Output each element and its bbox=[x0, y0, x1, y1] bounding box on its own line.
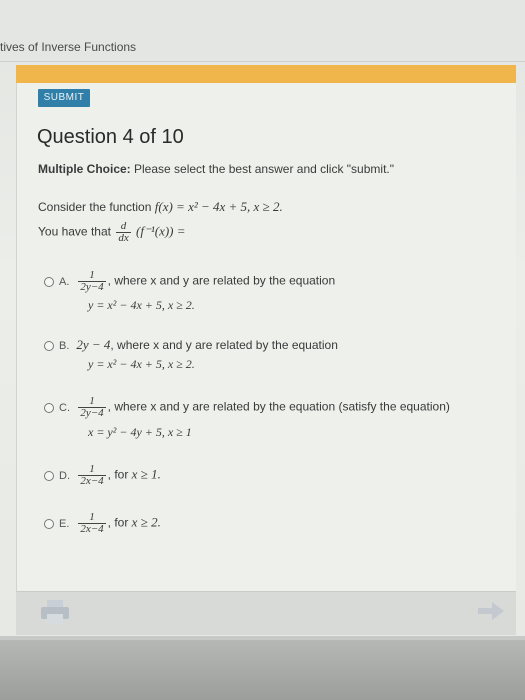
choice-d[interactable] bbox=[44, 464, 161, 487]
stem2-expression: (f⁻¹(x)) = bbox=[136, 223, 186, 239]
accent-bar bbox=[16, 65, 516, 83]
monitor-bezel bbox=[0, 640, 525, 700]
radio-a[interactable] bbox=[44, 277, 54, 287]
derivative-d: d bbox=[116, 221, 130, 233]
choice-e[interactable] bbox=[44, 512, 161, 535]
choice-fraction bbox=[78, 270, 105, 293]
choice-text: , where x and y are related by the equation bbox=[110, 338, 338, 352]
choice-letter: A. bbox=[59, 275, 70, 288]
choice-text: , where x and y are related by the equation (satisfy the equation) bbox=[107, 399, 450, 414]
title-bar bbox=[0, 0, 525, 62]
instructions bbox=[38, 162, 394, 176]
radio-b[interactable] bbox=[44, 341, 54, 351]
radio-d[interactable] bbox=[44, 471, 54, 481]
choice-letter: D. bbox=[59, 469, 70, 482]
choice-fraction bbox=[78, 464, 105, 487]
choice-c-equation: x = y² − 4y + 5, x ≥ 1 bbox=[88, 425, 192, 439]
question-stem bbox=[38, 199, 283, 215]
fraction-denominator: 2x−4 bbox=[80, 475, 104, 487]
stem-prefix: Consider the function bbox=[38, 200, 152, 214]
question-stem-2 bbox=[38, 221, 186, 244]
fraction-denominator: 2x−4 bbox=[80, 523, 104, 535]
radio-e[interactable] bbox=[44, 519, 54, 529]
choice-fraction bbox=[78, 396, 105, 419]
app-title: tives of Inverse Functions bbox=[0, 40, 137, 54]
stem2-prefix: You have that bbox=[38, 224, 111, 239]
choice-letter: B. bbox=[59, 339, 70, 352]
choice-lead: 2y − 4 bbox=[76, 337, 111, 352]
question-title: Question 4 of 10 bbox=[37, 126, 184, 148]
choice-a[interactable] bbox=[44, 270, 335, 293]
fraction-numerator: 1 bbox=[78, 464, 105, 476]
choice-letter: C. bbox=[59, 401, 70, 414]
fraction-denominator: 2y−4 bbox=[80, 281, 104, 293]
radio-c[interactable] bbox=[44, 403, 54, 413]
fraction-denominator: 2y−4 bbox=[80, 407, 104, 419]
arrow-right-icon[interactable] bbox=[476, 600, 506, 622]
choice-text: , where x and y are related by the equation bbox=[107, 273, 336, 288]
choice-c[interactable] bbox=[44, 396, 450, 419]
choice-b-equation: y = x² − 4x + 5, x ≥ 2. bbox=[88, 357, 195, 371]
derivative-operator bbox=[116, 221, 130, 244]
fraction-numerator: 1 bbox=[78, 396, 105, 408]
choice-text: , for bbox=[107, 515, 129, 530]
fraction-numerator: 1 bbox=[78, 512, 105, 524]
choice-text: , for bbox=[107, 467, 129, 482]
choice-letter: E. bbox=[59, 517, 70, 530]
printer-icon[interactable] bbox=[38, 598, 72, 626]
footer-bar bbox=[16, 591, 516, 635]
submit-button[interactable]: SUBMIT bbox=[38, 89, 90, 107]
fraction-numerator: 1 bbox=[78, 270, 105, 282]
choice-condition: x ≥ 2. bbox=[131, 514, 161, 530]
derivative-dx: dx bbox=[118, 232, 129, 244]
choice-b[interactable] bbox=[44, 337, 338, 353]
choice-a-equation: y = x² − 4x + 5, x ≥ 2. bbox=[88, 298, 195, 312]
stem-function: f(x) = x² − 4x + 5, x ≥ 2. bbox=[154, 199, 283, 214]
instructions-label: Multiple Choice: bbox=[38, 162, 131, 176]
choice-fraction bbox=[78, 512, 105, 535]
choice-condition: x ≥ 1. bbox=[131, 466, 161, 482]
instructions-text: Please select the best answer and click "submit." bbox=[134, 162, 394, 176]
